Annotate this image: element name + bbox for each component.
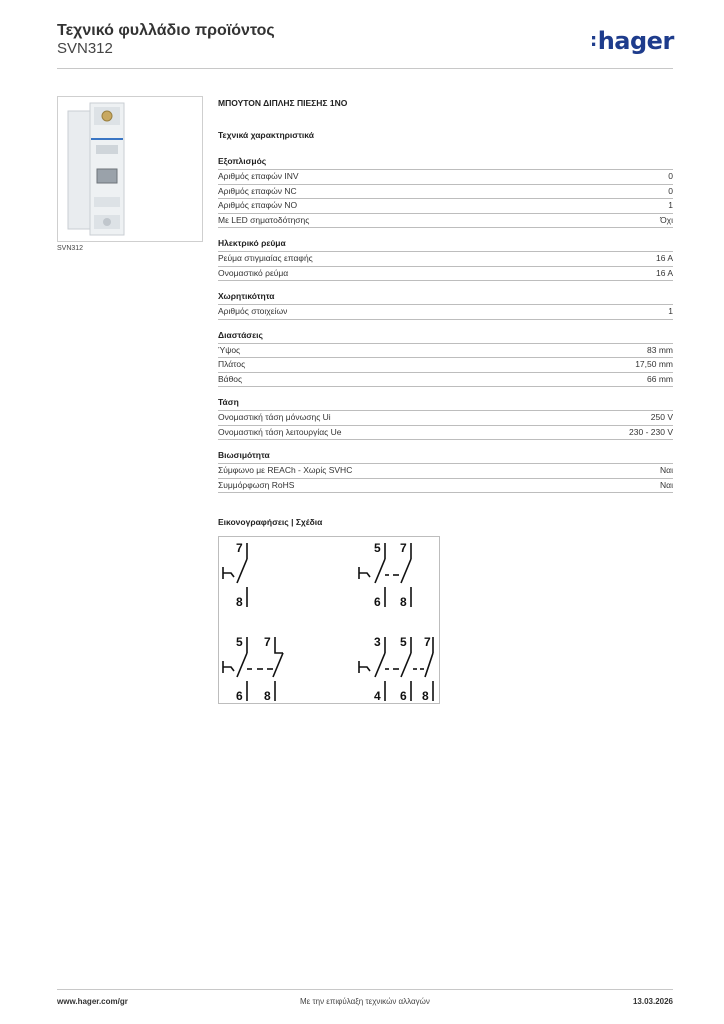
spec-value: Ναι: [660, 479, 673, 490]
spec-row: [218, 464, 673, 479]
terminal-label: 8: [236, 595, 243, 609]
logo-text: hager: [597, 27, 674, 55]
terminal-label: 4: [374, 689, 381, 703]
spec-value: 16 A: [655, 267, 673, 278]
page-title: Τεχνικό φυλλάδιο προϊόντος: [57, 22, 275, 39]
section-voltage: [218, 397, 673, 440]
terminal-label: 6: [400, 689, 407, 703]
section-dimensions: [218, 330, 673, 388]
spec-value: 230 - 230 V: [629, 426, 673, 437]
terminal-label: 5: [236, 635, 243, 649]
section-sustainability: [218, 450, 673, 493]
terminal-label: 5: [374, 541, 381, 555]
terminal-label: 8: [422, 689, 429, 703]
spec-label: Βάθος: [218, 373, 243, 384]
spec-value: 83 mm: [647, 344, 673, 355]
spec-row: [218, 358, 673, 373]
spec-value: 1: [668, 306, 673, 316]
spec-value: Όχι: [660, 214, 673, 225]
spec-label: Συμμόρφωση RoHS: [218, 479, 295, 490]
spec-value: 0: [668, 171, 673, 181]
spec-row: [218, 373, 673, 388]
footer-divider: [57, 989, 673, 990]
spec-content: [218, 98, 673, 493]
spec-label: Σύμφωνο με REACh - Χωρίς SVHC: [218, 465, 353, 475]
wiring-diagram-svg: [219, 537, 439, 703]
technical-features-title: Τεχνικά χαρακτηριστικά: [218, 130, 314, 140]
section-title: Εξοπλισμός: [218, 156, 267, 166]
spec-row: [218, 267, 673, 282]
footer-note: Με την επιφύλαξη τεχνικών αλλαγών: [300, 997, 430, 1006]
spec-label: Πλάτος: [218, 359, 246, 369]
product-image: [58, 97, 202, 241]
spec-label: Ονομαστικό ρεύμα: [218, 267, 289, 278]
footer-date: 13.03.2026: [632, 997, 673, 1006]
spec-label: Αριθμός στοιχείων: [218, 306, 288, 316]
wiring-diagram: [218, 536, 440, 704]
spec-row: [218, 305, 673, 320]
spec-value: 1: [668, 200, 673, 210]
terminal-label: 6: [374, 595, 381, 609]
spec-row: [218, 426, 673, 441]
section-title: Ηλεκτρικό ρεύμα: [218, 238, 286, 248]
spec-row: [218, 185, 673, 200]
spec-label: Αριθμός επαφών NO: [218, 200, 298, 210]
spec-row: [218, 411, 673, 426]
spec-label: Ρεύμα στιγμιαίας επαφής: [218, 253, 313, 263]
terminal-label: 8: [400, 595, 407, 609]
hager-logo: [590, 27, 674, 55]
spec-label: Αριθμός επαφών INV: [218, 171, 299, 181]
spec-value: Ναι: [660, 465, 673, 475]
website-link[interactable]: www.hager.com/gr: [57, 997, 128, 1006]
terminal-label: 7: [400, 541, 407, 555]
spec-label: Ονομαστική τάση λειτουργίας Ue: [218, 426, 342, 437]
section-title: Χωρητικότητα: [218, 291, 275, 301]
terminal-label: 7: [264, 635, 271, 649]
section-title: Διαστάσεις: [218, 329, 263, 340]
spec-row: [218, 344, 673, 359]
spec-row: [218, 252, 673, 267]
section-title: Τάση: [218, 397, 239, 407]
spec-label: Αριθμός επαφών NC: [218, 185, 297, 196]
section-electric-current: [218, 238, 673, 281]
terminal-label: 7: [424, 635, 431, 649]
product-photo: [57, 96, 203, 242]
photo-caption: SVN312: [57, 245, 84, 252]
spec-label: Ύψος: [218, 344, 241, 355]
product-title: ΜΠΟΥΤΟΝ ΔΙΠΛΗΣ ΠΙΕΣΗΣ 1NO: [218, 98, 348, 108]
terminal-label: 6: [236, 689, 243, 703]
section-title: Βιωσιμότητα: [218, 450, 270, 460]
spec-value: 250 V: [650, 412, 673, 422]
spec-label: Ονομαστική τάση μόνωσης Ui: [218, 412, 331, 422]
terminal-label: 8: [264, 689, 271, 703]
spec-row: [218, 199, 673, 214]
terminal-label: 5: [400, 635, 407, 649]
section-capacity: [218, 291, 673, 320]
spec-row: [218, 170, 673, 185]
spec-row: [218, 214, 673, 229]
spec-value: 17,50 mm: [635, 359, 673, 369]
spec-row: [218, 479, 673, 494]
product-code: SVN312: [57, 40, 113, 57]
figures-title: Εικονογραφήσεις | Σχέδια: [218, 517, 323, 527]
terminal-label: 3: [374, 635, 381, 649]
spec-value: 16 A: [655, 253, 673, 263]
terminal-label: 7: [236, 541, 243, 555]
spec-value: 0: [668, 185, 673, 196]
header-divider: [57, 68, 673, 69]
spec-value: 66 mm: [647, 373, 673, 384]
logo-colon-mark: :: [590, 30, 597, 51]
spec-label: Με LED σηματοδότησης: [218, 214, 310, 225]
section-equipment: [218, 156, 673, 228]
